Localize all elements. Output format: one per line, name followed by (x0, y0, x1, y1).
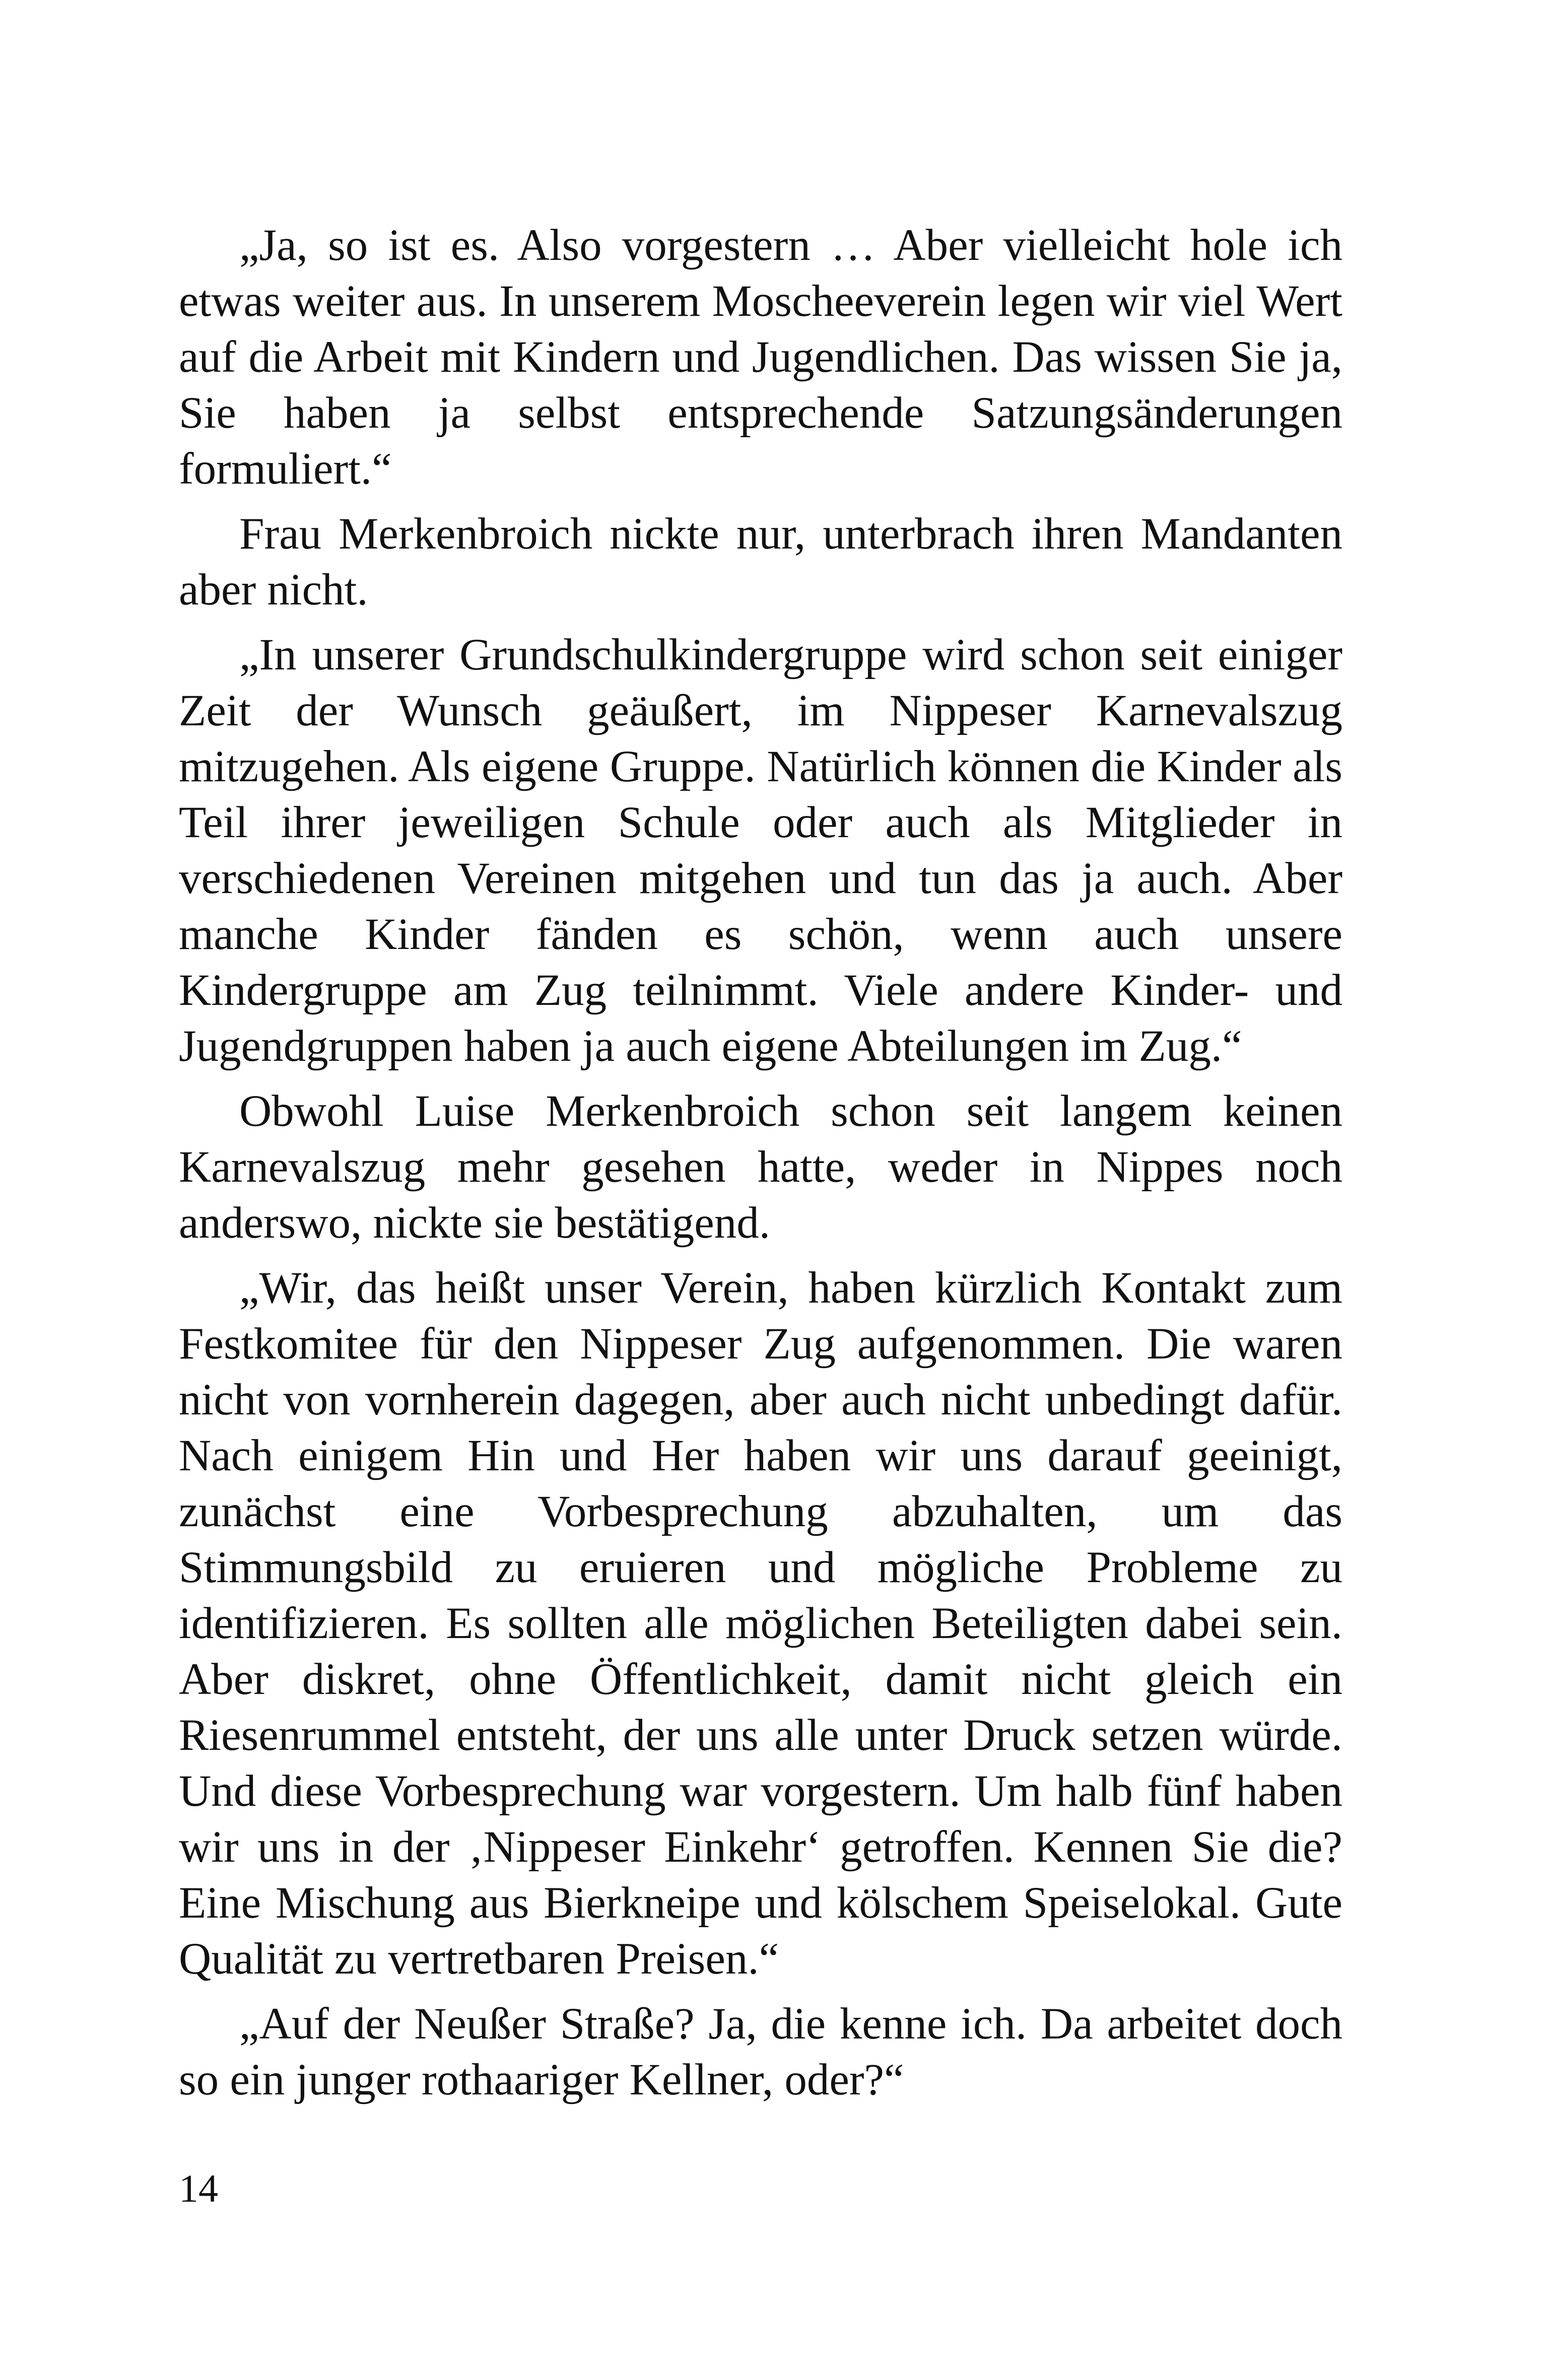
paragraph-5: „Wir, das heißt unser Verein, haben kürzlich Kontakt zum Festkomitee für den Nippeser Zug aufgenommen. Die waren nicht von vornherein dagegen, aber auch nicht unbedingt dafür. Nach einigem Hin und Her haben wir uns darauf geeinigt, zunächst eine Vorbesprechung abzuhalten, um das Stimmungsbild zu eruieren und mögliche Probleme zu identifizieren. Es sollten alle möglichen Beteiligten dabei sein. Aber diskret, ohne Öffentlichkeit, damit nicht gleich ein Riesenrummel entsteht, der uns alle unter Druck setzen würde. Und diese Vorbesprechung war vorgestern. Um halb fünf haben wir uns in der ‚Nippeser Einkehr‘ getroffen. Kennen Sie die? Eine Mischung aus Bierkneipe und kölschem Speiselokal. Gute Qualität zu vertretbaren Preisen.“ (179, 1263, 1342, 1984)
paragraph-4: Obwohl Luise Merkenbroich schon seit langem keinen Karnevalszug mehr gesehen hatte, weder in Nippes noch anderswo, nickte sie bestätigend. (179, 1086, 1342, 1248)
body-text (179, 218, 1342, 2117)
page-number: 14 (179, 2166, 218, 2210)
paragraph-1: „Ja, so ist es. Also vorgestern … Aber vielleicht hole ich etwas weiter aus. In unserem Moscheeverein legen wir viel Wert auf die Arbeit mit Kindern und Jugendlichen. Das wissen Sie ja, Sie haben ja selbst entsprechende Satzungsänderungen formuliert.“ (179, 221, 1342, 494)
paragraph-6: „Auf der Neußer Straße? Ja, die kenne ich. Da arbeitet doch so ein junger rothaariger Kellner, oder?“ (179, 1999, 1342, 2104)
paragraph-2: Frau Merkenbroich nickte nur, unterbrach ihren Mandanten aber nicht. (179, 509, 1342, 615)
paragraph-3: „In unserer Grundschulkindergruppe wird schon seit einiger Zeit der Wunsch geäußert, im Nippeser Karnevalszug mitzugehen. Als eigene Gruppe. Natürlich können die Kinder als Teil ihrer jeweiligen Schule oder auch als Mitglieder in verschiedenen Vereinen mitgehen und tun das ja auch. Aber manche Kinder fänden es schön, wenn auch unsere Kindergruppe am Zug teilnimmt. Viele andere Kinder- und Jugendgruppen haben ja auch eigene Abteilungen im Zug.“ (179, 630, 1342, 1071)
